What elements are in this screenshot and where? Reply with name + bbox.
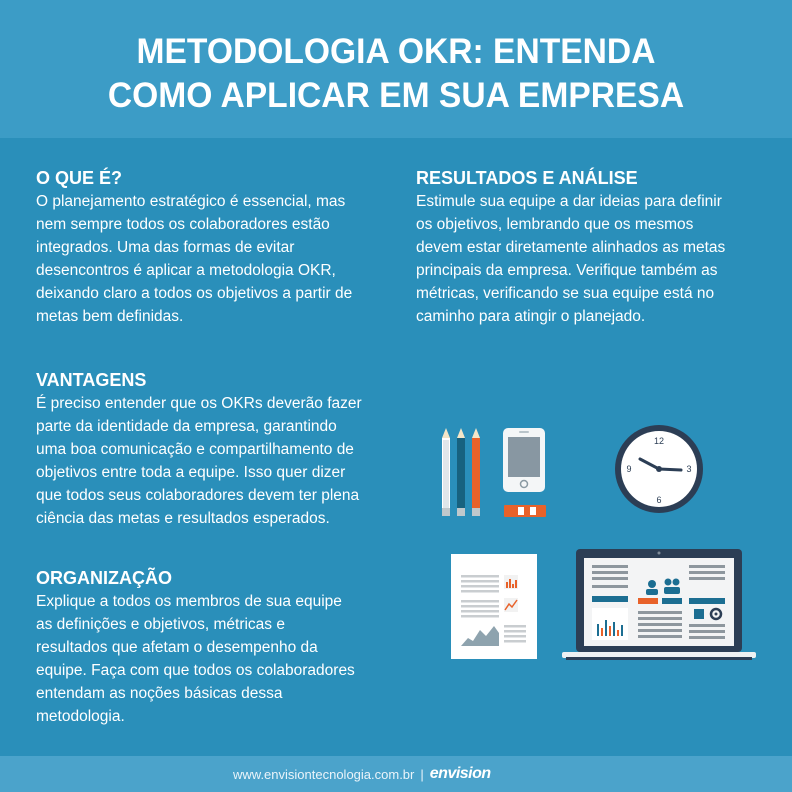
footer-separator: | — [420, 766, 424, 782]
section-heading: ORGANIZAÇÃO — [36, 568, 172, 588]
section-body: Estimule sua equipe a dar ideias para definir os objetivos, lembrando que os mesmos devem estar diretamente alinhados as metas principais da empresa. Verifique também as métricas, verificando se sua equipe está no caminho para atingir o planejado. — [416, 193, 726, 325]
envision-logo: envision — [429, 765, 491, 782]
report-document-icon — [451, 554, 537, 659]
clock-number-3: 3 — [686, 464, 692, 474]
section-body: O planejamento estratégico é essencial, mas nem sempre todos os colaboradores estão integrados. Uma das formas de evitar desencontros é aplicar a metodologia OKR, deixando claro a todos os objetivos a partir de metas bem definidas. — [36, 193, 353, 325]
section-body: É preciso entender que os OKRs deverão fazer parte da identidade da empresa, garantindo uma boa comunicação e compartilhamento de objetivos entre toda a equipe. Isso quer dizer que todos seus colaboradores devem ter plena ciência das metas e resultados esperados. — [36, 395, 362, 527]
footer-url-link[interactable]: www.envisiontecnologia.com.br — [233, 766, 415, 782]
laptop-dashboard-icon — [562, 549, 756, 660]
title-line-2: COMO APLICAR EM SUA EMPRESA — [107, 76, 685, 115]
section-heading: VANTAGENS — [36, 370, 147, 390]
smartphone-icon — [503, 428, 545, 492]
title-line-1: METODOLOGIA OKR: ENTENDA — [136, 32, 656, 71]
clock-number-6: 6 — [656, 495, 662, 505]
usb-drive-icon — [504, 505, 546, 517]
clock-number-12: 12 — [653, 436, 665, 446]
clock-number-9: 9 — [626, 464, 632, 474]
footer-credits — [233, 764, 491, 784]
section-heading: RESULTADOS E ANÁLISE — [416, 168, 638, 188]
footer-band — [0, 756, 792, 792]
pencils-icon — [442, 428, 480, 516]
section-body: Explique a todos os membros de sua equipe as definições e objetivos, métricas e resultados que afetam o desempenho da equipe. Faça com que todos os colaboradores entendam as noções básicas dessa metodologia. — [36, 593, 355, 725]
section-heading: O QUE É? — [36, 168, 123, 188]
clock-icon — [615, 425, 703, 513]
